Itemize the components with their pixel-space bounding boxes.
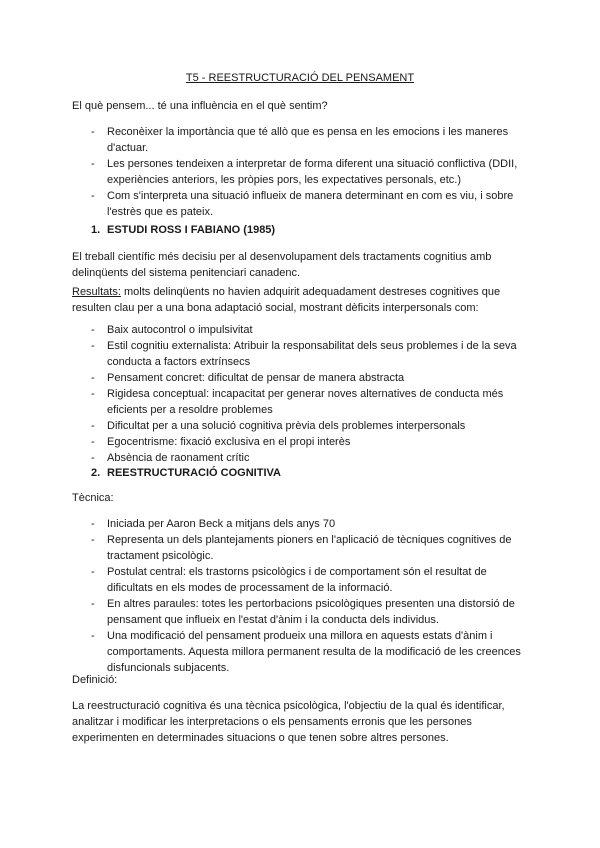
list-item: - Rigidesa conceptual: incapacitat per generar noves alternatives de conducta més eficients per a resoldre problemes (72, 386, 532, 418)
technique-list (72, 516, 532, 676)
list-item: - Una modificació del pensament produeix una millora en aquests estats d'ànim i comportaments. Aquesta millora permanent resulta de la modificació de les creences disfuncionals subjacents. (72, 628, 532, 676)
results-text: molts delinqüents no havien adquirit adequadament destreses cognitives que resulten clau per a una bona adaptació social, mostrant dèficits interpersonals com: (72, 286, 501, 314)
results-paragraph (72, 284, 532, 316)
intro-list (72, 124, 532, 220)
section-2-number: 2. (91, 467, 101, 479)
list-item: - Estil cognitiu externalista: Atribuir la responsabilitat dels seus problemes i de la seva conducta a factors extrínsecs (72, 338, 532, 370)
list-item: - Pensament concret: dificultat de pensar de manera abstracta (72, 370, 532, 386)
definition-label: Definició: (72, 674, 118, 686)
list-item: - Les persones tendeixen a interpretar de forma diferent una situació conflictiva (DDII, experiències anteriors, les pròpies pors, les expectatives personals, etc.) (72, 156, 532, 188)
intro-question: El què pensem... té una influència en el què sentim? (72, 100, 328, 112)
definition-text: La reestructuració cognitiva és una tècnica psicològica, l'objectiu de la qual és identificar, analitzar i modificar les interpretacions o els pensaments erronis que les persones experimenten en determinades situacions o que tenen sobre altres persones. (72, 700, 505, 744)
list-item: - Dificultat per a una solució cognitiva prèvia dels problemes interpersonals (72, 418, 532, 434)
section-2-title: REESTRUCTURACIÓ COGNITIVA (107, 467, 281, 479)
deficits-list (72, 322, 532, 466)
section-1-title: ESTUDI ROSS I FABIANO (1985) (107, 224, 276, 236)
list-item: - Baix autocontrol o impulsivitat (72, 322, 532, 338)
section-1-heading (72, 222, 532, 238)
technique-label: Tècnica: (72, 492, 114, 504)
section-1-paragraph: El treball científic més decisiu per al desenvolupament dels tractaments cognitius amb delinqüents del sistema penitenciari canadenc. (72, 251, 492, 279)
list-item: - Iniciada per Aaron Beck a mitjans dels anys 70 (72, 516, 532, 532)
list-item: - Postulat central: els trastorns psicològics i de comportament són el resultat de dificultats en els modes de processament de la informació. (72, 564, 532, 596)
list-item: - En altres paraules: totes les pertorbacions psicològiques presenten una distorsió de pensament que influeix en l'estat d'ànim i la conducta dels individus. (72, 596, 532, 628)
results-label: Resultats: (72, 286, 121, 298)
list-item: - Reconèixer la importància que té allò que es pensa en les emocions i les maneres d'actuar. (72, 124, 532, 156)
list-item: - Egocentrisme: fixació exclusiva en el propi interès (72, 434, 532, 450)
list-item: - Representa un dels plantejaments pioners en l'aplicació de tècniques cognitives de tractament psicològic. (72, 532, 532, 564)
section-1-number: 1. (91, 224, 101, 236)
page-title: T5 - REESTRUCTURACIÓ DEL PENSAMENT (185, 72, 415, 84)
list-item: - Com s'interpreta una situació influeix de manera determinant en com es viu, i sobre l'estrès que es pateix. (72, 188, 532, 220)
section-2-heading (72, 465, 532, 481)
list-item: - Absència de raonament crític (72, 450, 532, 466)
